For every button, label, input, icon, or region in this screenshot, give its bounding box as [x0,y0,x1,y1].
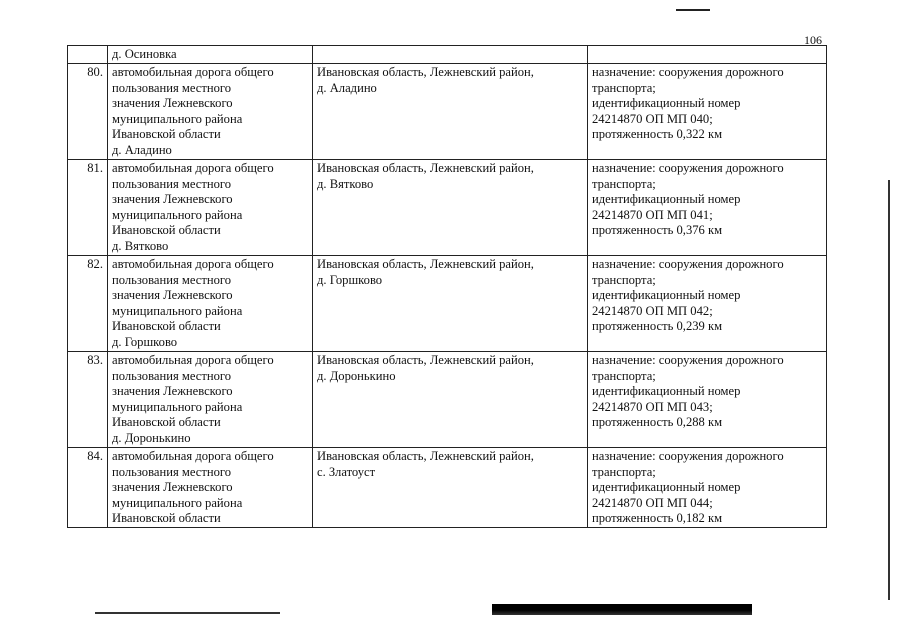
info-line: идентификационный номер [592,480,741,495]
road-name-line: значения Лежневского [112,480,233,495]
location-line: д. Доронькино [317,368,396,383]
info-line: назначение: сооружения дорожного [592,257,784,271]
road-name-line: автомобильная дорога общего [112,65,274,79]
info-cell [588,64,827,160]
info-line: транспорта; [592,464,656,479]
road-name-line: д. Вятково [112,238,169,253]
row-number: 84. [68,448,108,528]
info-cell [588,352,827,448]
road-name-cell [108,448,313,528]
info-line: протяженность 0,288 км [592,415,723,430]
info-line: протяженность 0,239 км [592,319,723,334]
info-line: 24214870 ОП МП 041; [592,207,713,222]
road-name-line: автомобильная дорога общего [112,257,274,271]
location-line: д. Горшково [317,272,383,287]
info-line: протяженность 0,376 км [592,223,723,238]
info-line: 24214870 ОП МП 043; [592,399,713,414]
road-name-line: муниципального района [112,207,243,222]
info-line: 24214870 ОП МП 040; [592,111,713,126]
road-name-line: пользования местного [112,80,232,95]
road-name-line: д. Горшково [112,334,178,349]
info-cell [588,448,827,528]
road-name-line: пользования местного [112,368,232,383]
info-line: 24214870 ОП МП 044; [592,495,713,510]
road-name-line: Ивановской области [112,319,221,334]
road-name-line: муниципального района [112,399,243,414]
location-cell [313,160,588,256]
continued-row-info-cell [588,46,827,64]
road-name-line: пользования местного [112,272,232,287]
location-line: Ивановская область, Лежневский район, [317,353,534,367]
info-cell [588,256,827,352]
continued-row-name-tail: д. Осиновка [112,47,177,61]
road-name-line: Ивановской области [112,127,221,142]
location-cell [313,256,588,352]
road-registry-table [67,45,827,528]
table-row [68,448,827,528]
info-line: транспорта; [592,368,656,383]
info-line: транспорта; [592,176,656,191]
road-name-line: Ивановской области [112,511,221,526]
info-line: транспорта; [592,272,656,287]
scan-artifact-bottom-bar [492,604,752,615]
road-name-line: муниципального района [112,303,243,318]
table-row [68,352,827,448]
info-line: назначение: сооружения дорожного [592,161,784,175]
row-number: 81. [68,160,108,256]
road-name-line: Ивановской области [112,415,221,430]
location-line: д. Вятково [317,176,374,191]
road-name-cell [108,64,313,160]
road-name-line: значения Лежневского [112,96,233,111]
location-cell [313,448,588,528]
road-name-line: д. Аладино [112,142,172,157]
continued-row [68,46,827,64]
table-row [68,160,827,256]
location-cell [313,64,588,160]
road-name-cell [108,352,313,448]
location-line: Ивановская область, Лежневский район, [317,257,534,271]
continued-row-location-cell [313,46,588,64]
road-name-line: автомобильная дорога общего [112,161,274,175]
scan-artifact-right-edge [888,180,890,600]
info-line: назначение: сооружения дорожного [592,353,784,367]
continued-row-name-cell [108,46,313,64]
road-name-line: пользования местного [112,176,232,191]
road-name-line: значения Лежневского [112,384,233,399]
info-line: идентификационный номер [592,96,741,111]
location-line: Ивановская область, Лежневский район, [317,161,534,175]
road-name-cell [108,256,313,352]
scan-artifact-bottom-line [95,612,280,614]
road-name-line: Ивановской области [112,223,221,238]
road-name-line: муниципального района [112,495,243,510]
location-line: Ивановская область, Лежневский район, [317,65,534,79]
continued-row-num-cell [68,46,108,64]
road-name-cell [108,160,313,256]
row-number: 83. [68,352,108,448]
row-number: 82. [68,256,108,352]
road-name-line: значения Лежневского [112,192,233,207]
info-line: идентификационный номер [592,192,741,207]
info-line: назначение: сооружения дорожного [592,65,784,79]
info-line: протяженность 0,182 км [592,511,723,526]
location-cell [313,352,588,448]
row-number: 80. [68,64,108,160]
info-cell [588,160,827,256]
page-number: 106 [804,33,822,47]
table-row [68,64,827,160]
table-row [68,256,827,352]
road-name-line: автомобильная дорога общего [112,353,274,367]
info-line: назначение: сооружения дорожного [592,449,784,463]
road-name-line: пользования местного [112,464,232,479]
location-line: Ивановская область, Лежневский район, [317,449,534,463]
scan-artifact-top-mark [676,9,710,11]
table-body [68,46,827,528]
road-name-line: значения Лежневского [112,288,233,303]
info-line: 24214870 ОП МП 042; [592,303,713,318]
location-line: д. Аладино [317,80,377,95]
info-line: протяженность 0,322 км [592,127,723,142]
location-line: с. Златоуст [317,464,376,479]
info-line: идентификационный номер [592,288,741,303]
road-name-line: муниципального района [112,111,243,126]
info-line: идентификационный номер [592,384,741,399]
info-line: транспорта; [592,80,656,95]
road-name-line: автомобильная дорога общего [112,449,274,463]
road-name-line: д. Доронькино [112,430,191,445]
